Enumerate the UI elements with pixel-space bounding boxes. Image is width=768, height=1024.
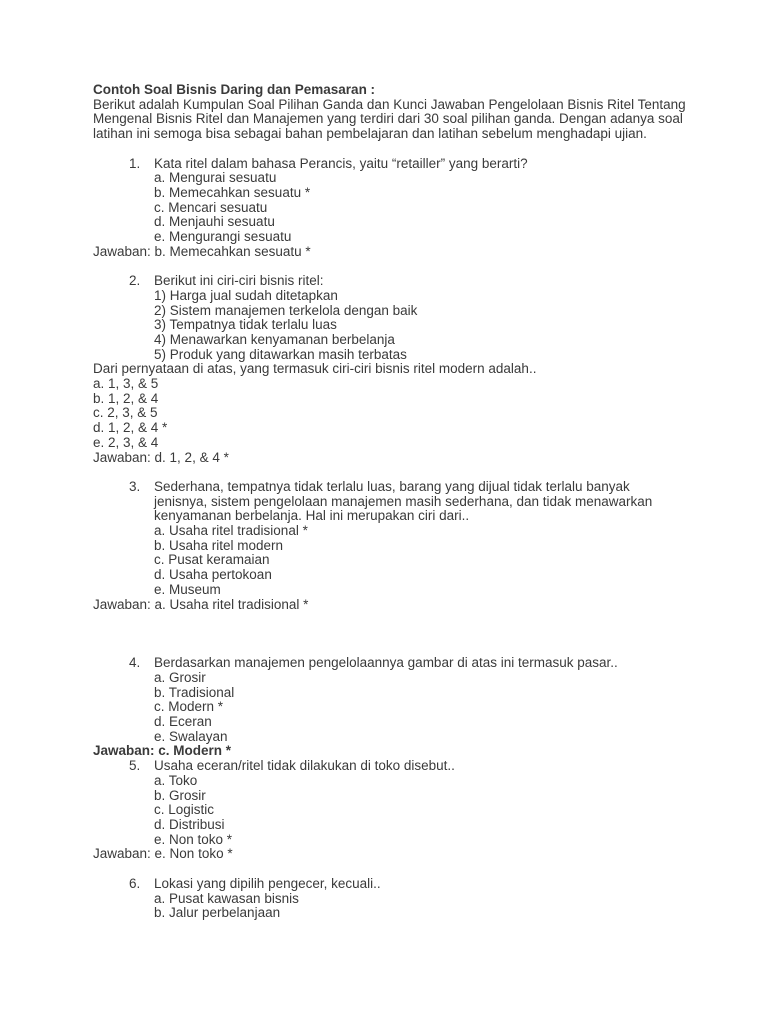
document-page [93, 83, 693, 921]
option: e. Museum [154, 581, 221, 597]
answer: Jawaban: e. Non toko * [93, 846, 233, 862]
option: c. Mencari sesuatu [154, 199, 268, 215]
option: e. Swalayan [154, 728, 228, 744]
option: b. Memecahkan sesuatu * [154, 184, 311, 200]
intro-paragraph: Berikut adalah Kumpulan Soal Pilihan Ganda dan Kunci Jawaban Pengelolaan Bisnis Ritel Tentang Mengenal Bisnis Ritel dan Manajemen yang terdiri dari 30 soal pilihan ganda. Dengan adanya soal latihan ini semoga bisa sebagai bahan pembelajaran dan latihan sebelum menghadapi ujian. [93, 96, 686, 142]
question-number: 4. [129, 655, 141, 671]
option: d. Eceran [154, 714, 212, 730]
option: a. 1, 3, & 5 [93, 376, 159, 392]
option: e. Non toko * [154, 831, 233, 847]
option: b. Jalur perbelanjaan [154, 905, 281, 921]
question-2 [129, 274, 693, 289]
option: b. Usaha ritel modern [154, 537, 284, 553]
statement: 4) Menawarkan kenyamanan berbelanja [154, 331, 395, 347]
option: b. Tradisional [154, 684, 235, 700]
question-text: Lokasi yang dipilih pengecer, kecuali.. [154, 875, 381, 891]
option: d. Usaha pertokoan [154, 567, 272, 583]
question-number: 1. [129, 155, 141, 171]
option: a. Toko [154, 772, 198, 788]
question-1 [129, 157, 693, 172]
question-number: 3. [129, 478, 141, 494]
answer: Jawaban: d. 1, 2, & 4 * [93, 449, 229, 465]
answer: Jawaban: b. Memecahkan sesuatu * [93, 243, 311, 259]
option: a. Mengurai sesuatu [154, 170, 277, 186]
document-title: Contoh Soal Bisnis Daring dan Pemasaran : [93, 82, 376, 97]
option: c. Pusat keramaian [154, 552, 270, 568]
question-text: Sederhana, tempatnya tidak terlalu luas, barang yang dijual tidak terlalu banyak jenisnya, sistem pengelolaan manajemen masih sederhana, dan tidak menawarkan kenyamanan berbelanja. Hal ini merupakan ciri dari.. [154, 478, 653, 524]
question-text: Kata ritel dalam bahasa Perancis, yaitu “retailler” yang berarti? [154, 155, 528, 171]
question-number: 6. [129, 875, 141, 891]
option: c. Logistic [154, 802, 215, 818]
statement: 1) Harga jual sudah ditetapkan [154, 287, 338, 303]
option: c. 2, 3, & 5 [93, 405, 158, 421]
answer: Jawaban: a. Usaha ritel tradisional * [93, 596, 309, 612]
option: e. 2, 3, & 4 [93, 434, 159, 450]
option: a. Pusat kawasan bisnis [154, 890, 299, 906]
option: d. 1, 2, & 4 * [93, 420, 168, 436]
question-text: Usaha eceran/ritel tidak dilakukan di toko disebut.. [154, 758, 455, 774]
question-number: 5. [129, 758, 141, 774]
option: b. 1, 2, & 4 [93, 390, 159, 406]
statement: 2) Sistem manajemen terkelola dengan baik [154, 302, 418, 318]
question-text: Berikut ini ciri-ciri bisnis ritel: [154, 273, 324, 289]
question-text: Berdasarkan manajemen pengelolaannya gambar di atas ini termasuk pasar.. [154, 655, 618, 671]
question-5 [129, 759, 693, 774]
question-number: 2. [129, 273, 141, 289]
question-4 [129, 656, 693, 671]
question-6 [129, 877, 693, 892]
option: a. Usaha ritel tradisional * [154, 523, 308, 539]
option: b. Grosir [154, 787, 206, 803]
option: d. Distribusi [154, 817, 225, 832]
option: e. Mengurangi sesuatu [154, 229, 292, 245]
option: d. Menjauhi sesuatu [154, 214, 275, 230]
question-prompt: Dari pernyataan di atas, yang termasuk ciri-ciri bisnis ritel modern adalah.. [93, 361, 537, 377]
statement: 5) Produk yang ditawarkan masih terbatas [154, 346, 407, 362]
option: a. Grosir [154, 669, 206, 685]
answer: Jawaban: c. Modern * [93, 743, 232, 759]
option: c. Modern * [154, 699, 224, 715]
question-3 [129, 480, 693, 524]
statement: 3) Tempatnya tidak terlalu luas [154, 317, 337, 333]
